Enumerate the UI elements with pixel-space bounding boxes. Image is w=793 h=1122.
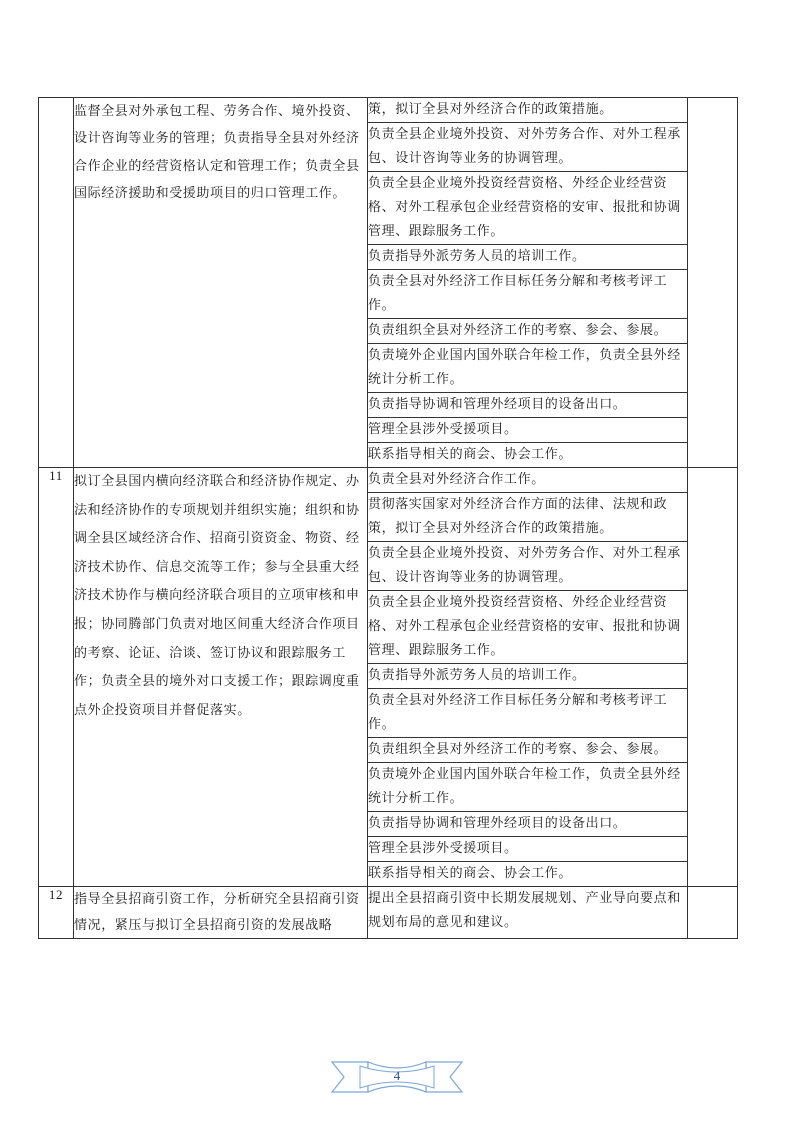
task-cell: 负责全县对外经济合作工作。 <box>368 468 688 493</box>
task-cell: 负责全县企业境外投资、对外劳务合作、对外工程承包、设计咨询等业务的协调管理。 <box>368 123 688 172</box>
task-cell: 负责指导协调和管理外经项目的设备出口。 <box>368 393 688 418</box>
row-number-cell: 11 <box>39 468 74 887</box>
row-number-cell <box>39 98 74 468</box>
task-cell: 负责指导外派劳务人员的培训工作。 <box>368 664 688 689</box>
task-cell: 贯彻落实国家对外经济合作方面的法律、法规和政策，拟订全县对外经济合作的政策措施。 <box>368 493 688 542</box>
remarks-cell <box>688 887 738 939</box>
task-cell: 负责指导外派劳务人员的培训工作。 <box>368 245 688 270</box>
task-cell: 提出全县招商引资中长期发展规划、产业导向要点和规划布局的意见和建议。 <box>368 887 688 939</box>
task-cell: 负责境外企业国内国外联合年检工作，负责全县外经统计分析工作。 <box>368 344 688 393</box>
row-description-cell: 监督全县对外承包工程、劳务合作、境外投资、设计咨询等业务的管理；负责指导全县对外经济合作企业的经营资格认定和管理工作；负责全县国际经济援助和受援助项目的归口管理工作。 <box>74 98 368 468</box>
task-cell: 负责全县企业境外投资经营资格、外经企业经营资格、对外工程承包企业经营资格的安审、报批和协调管理、跟踪服务工作。 <box>368 591 688 664</box>
remarks-cell <box>688 468 738 887</box>
task-cell: 管理全县涉外受援项目。 <box>368 418 688 443</box>
task-cell: 联系指导相关的商会、协会工作。 <box>368 443 688 468</box>
task-cell: 负责全县企业境外投资经营资格、外经企业经营资格、对外工程承包企业经营资格的安审、报批和协调管理、跟踪服务工作。 <box>368 172 688 245</box>
row-description-cell: 拟订全县国内横向经济联合和经济协作规定、办法和经济协作的专项规划并组织实施；组织和协调全县区域经济合作、招商引资资金、物资、经济技术协作、信息交流等工作；参与全县重大经济技术协作与横向经济联合项目的立项审核和申报；协同腾部门负责对地区间重大经济合作项目的考察、论证、洽谈、签订协议和跟踪服务工作；负责全县的境外对口支援工作；跟踪调度重点外企投资项目并督促落实。 <box>74 468 368 887</box>
task-cell: 管理全县涉外受援项目。 <box>368 837 688 862</box>
table-row <box>39 98 738 123</box>
table-row <box>39 468 738 493</box>
table-row <box>39 887 738 939</box>
duties-table <box>38 97 738 939</box>
row-description-cell: 指导全县招商引资工作，分析研究全县招商引资情况，紧压与拟订全县招商引资的发展战略 <box>74 887 368 939</box>
task-cell: 负责组织全县对外经济工作的考察、参会、参展。 <box>368 319 688 344</box>
task-cell: 负责全县对外经济工作目标任务分解和考核考评工作。 <box>368 689 688 738</box>
task-cell: 负责全县企业境外投资、对外劳务合作、对外工程承包、设计咨询等业务的协调管理。 <box>368 542 688 591</box>
task-cell: 负责境外企业国内国外联合年检工作，负责全县外经统计分析工作。 <box>368 763 688 812</box>
row-number-cell: 12 <box>39 887 74 939</box>
page-number: 4 <box>393 1068 401 1083</box>
task-cell: 负责组织全县对外经济工作的考察、参会、参展。 <box>368 738 688 763</box>
task-cell: 负责指导协调和管理外经项目的设备出口。 <box>368 812 688 837</box>
task-cell: 负责全县对外经济工作目标任务分解和考核考评工作。 <box>368 270 688 319</box>
task-cell: 策，拟订全县对外经济合作的政策措施。 <box>368 98 688 123</box>
remarks-cell <box>688 98 738 468</box>
task-cell: 联系指导相关的商会、协会工作。 <box>368 862 688 887</box>
